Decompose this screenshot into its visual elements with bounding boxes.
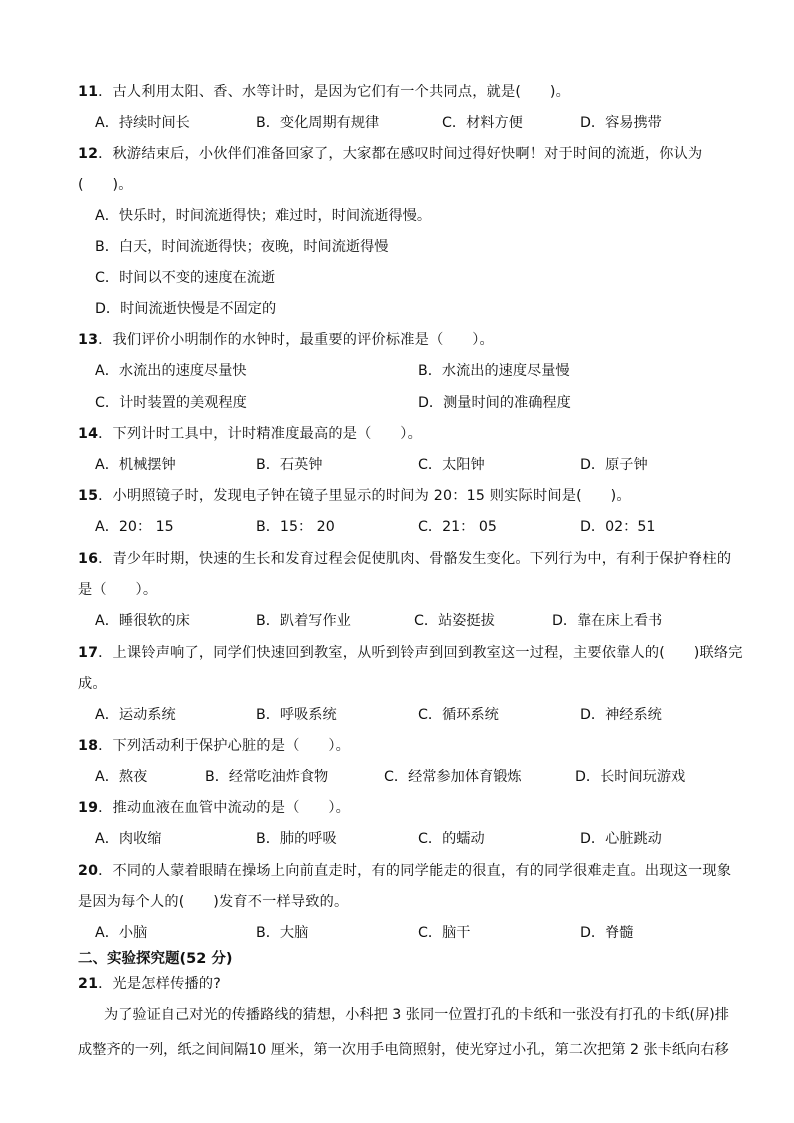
- question-text: ．我们评价小明制作的水钟时，最重要的评价标准是（ ）。: [98, 332, 494, 348]
- option-b: B．变化周期有规律: [256, 115, 380, 131]
- question-number: 21: [78, 976, 99, 992]
- option-c: C．太阳钟: [418, 457, 485, 473]
- question-13: [78, 330, 494, 350]
- paragraph-line: 为了验证自己对光的传播路线的猜想，小科把 3 张同一位置打孔的卡纸和一张没有打孔的卡纸(屏)排: [104, 1007, 729, 1023]
- option-c: C．脑干: [418, 925, 471, 941]
- option-a: A．熬夜: [95, 769, 148, 785]
- question-text: ．下列计时工具中，计时精准度最高的是（ ）。: [98, 426, 422, 442]
- question-12: [78, 144, 702, 164]
- section-heading: 二、实验探究题(52 分): [78, 951, 233, 967]
- paragraph-line: 成整齐的一列，纸之间间隔10 厘米，第一次用手电筒照射，使光穿过小孔，第二次把第 2 张卡纸向右移: [78, 1042, 729, 1058]
- option-d: D．长时间玩游戏: [575, 769, 686, 785]
- option-d: D．时间流逝快慢是不固定的: [95, 301, 277, 317]
- question-19: [78, 798, 350, 818]
- option-d: D．神经系统: [580, 707, 662, 723]
- question-number: 14: [78, 426, 99, 442]
- question-number: 19: [78, 800, 99, 816]
- option-b: B．石英钟: [256, 457, 323, 473]
- option-c: C．站姿挺拔: [414, 613, 495, 629]
- option-a: A．持续时间长: [95, 115, 190, 131]
- option-d: D．02：51: [580, 519, 656, 535]
- question-number: 16: [78, 551, 99, 567]
- question-16: [78, 549, 731, 569]
- question-number: 17: [78, 645, 99, 661]
- question-text: ．光是怎样传播的?: [98, 976, 221, 992]
- question-11: [78, 82, 570, 102]
- option-a: A．肉收缩: [95, 831, 162, 847]
- question-20: [78, 861, 731, 881]
- question-number: 12: [78, 146, 99, 162]
- option-b: B．水流出的速度尽量慢: [418, 363, 570, 379]
- option-c: C．经常参加体育锻炼: [384, 769, 522, 785]
- option-d: D．心脏跳动: [580, 831, 662, 847]
- question-text: ．古人利用太阳、香、水等计时，是因为它们有一个共同点，就是( )。: [98, 84, 571, 100]
- question-15: [78, 486, 631, 506]
- option-a: A．20： 15: [95, 519, 174, 535]
- option-b: B．白天，时间流逝得快；夜晚，时间流逝得慢: [95, 239, 389, 255]
- option-d: D．靠在床上看书: [552, 613, 663, 629]
- question-text: ．小明照镜子时，发现电子钟在镜子里显示的时间为 20：15 则实际时间是( )。: [98, 488, 631, 504]
- option-c: C．的蠕动: [418, 831, 485, 847]
- option-b: B．经常吃油炸食物: [205, 769, 329, 785]
- question-number: 13: [78, 332, 99, 348]
- option-a: A．机械摆钟: [95, 457, 176, 473]
- question-18: [78, 736, 350, 756]
- option-d: D．原子钟: [580, 457, 648, 473]
- option-a: A．小脑: [95, 925, 148, 941]
- option-b: B．趴着写作业: [256, 613, 351, 629]
- option-a: A．睡很软的床: [95, 613, 190, 629]
- question-number: 15: [78, 488, 99, 504]
- option-d: D．测量时间的准确程度: [418, 395, 571, 411]
- question-text: ．推动血液在血管中流动的是（ ）。: [98, 800, 351, 816]
- option-b: B．呼吸系统: [256, 707, 337, 723]
- option-c: C．材料方便: [442, 115, 523, 131]
- question-text-continued: 成。: [78, 676, 107, 692]
- option-b: B．肺的呼吸: [256, 831, 337, 847]
- question-text: ．不同的人蒙着眼睛在操场上向前直走时，有的同学能走的很直，有的同学很难走直。出现这一现象: [98, 863, 732, 879]
- question-text: ．下列活动利于保护心脏的是（ ）。: [98, 738, 351, 754]
- question-text-continued: 是（ ）。: [78, 582, 158, 598]
- option-d: D．脊髓: [580, 925, 634, 941]
- option-c: C．时间以不变的速度在流逝: [95, 270, 276, 286]
- question-number: 20: [78, 863, 99, 879]
- option-a: A．运动系统: [95, 707, 176, 723]
- option-c: C．21： 05: [418, 519, 497, 535]
- question-text: ．秋游结束后，小伙伴们准备回家了，大家都在感叹时间过得好快啊！对于时间的流逝，你认为: [98, 146, 703, 162]
- question-text-continued: ( )。: [78, 177, 133, 193]
- option-c: C．计时装置的美观程度: [95, 395, 247, 411]
- option-b: B．大脑: [256, 925, 309, 941]
- option-a: A．快乐时，时间流逝得快；难过时，时间流逝得慢。: [95, 208, 432, 224]
- question-17: [78, 643, 743, 663]
- question-text-continued: 是因为每个人的( )发育不一样导致的。: [78, 894, 349, 910]
- option-a: A．水流出的速度尽量快: [95, 363, 247, 379]
- option-b: B．15： 20: [256, 519, 335, 535]
- question-14: [78, 424, 422, 444]
- question-21: [78, 974, 221, 994]
- option-c: C．循环系统: [418, 707, 499, 723]
- question-text: ．青少年时期，快速的生长和发育过程会促使肌肉、骨骼发生变化。下列行为中，有利于保护脊柱的: [98, 551, 732, 567]
- question-text: ．上课铃声响了，同学们快速回到教室，从听到铃声到回到教室这一过程，主要依靠人的( )联络完: [98, 645, 743, 661]
- question-number: 11: [78, 84, 99, 100]
- question-number: 18: [78, 738, 99, 754]
- option-d: D．容易携带: [580, 115, 662, 131]
